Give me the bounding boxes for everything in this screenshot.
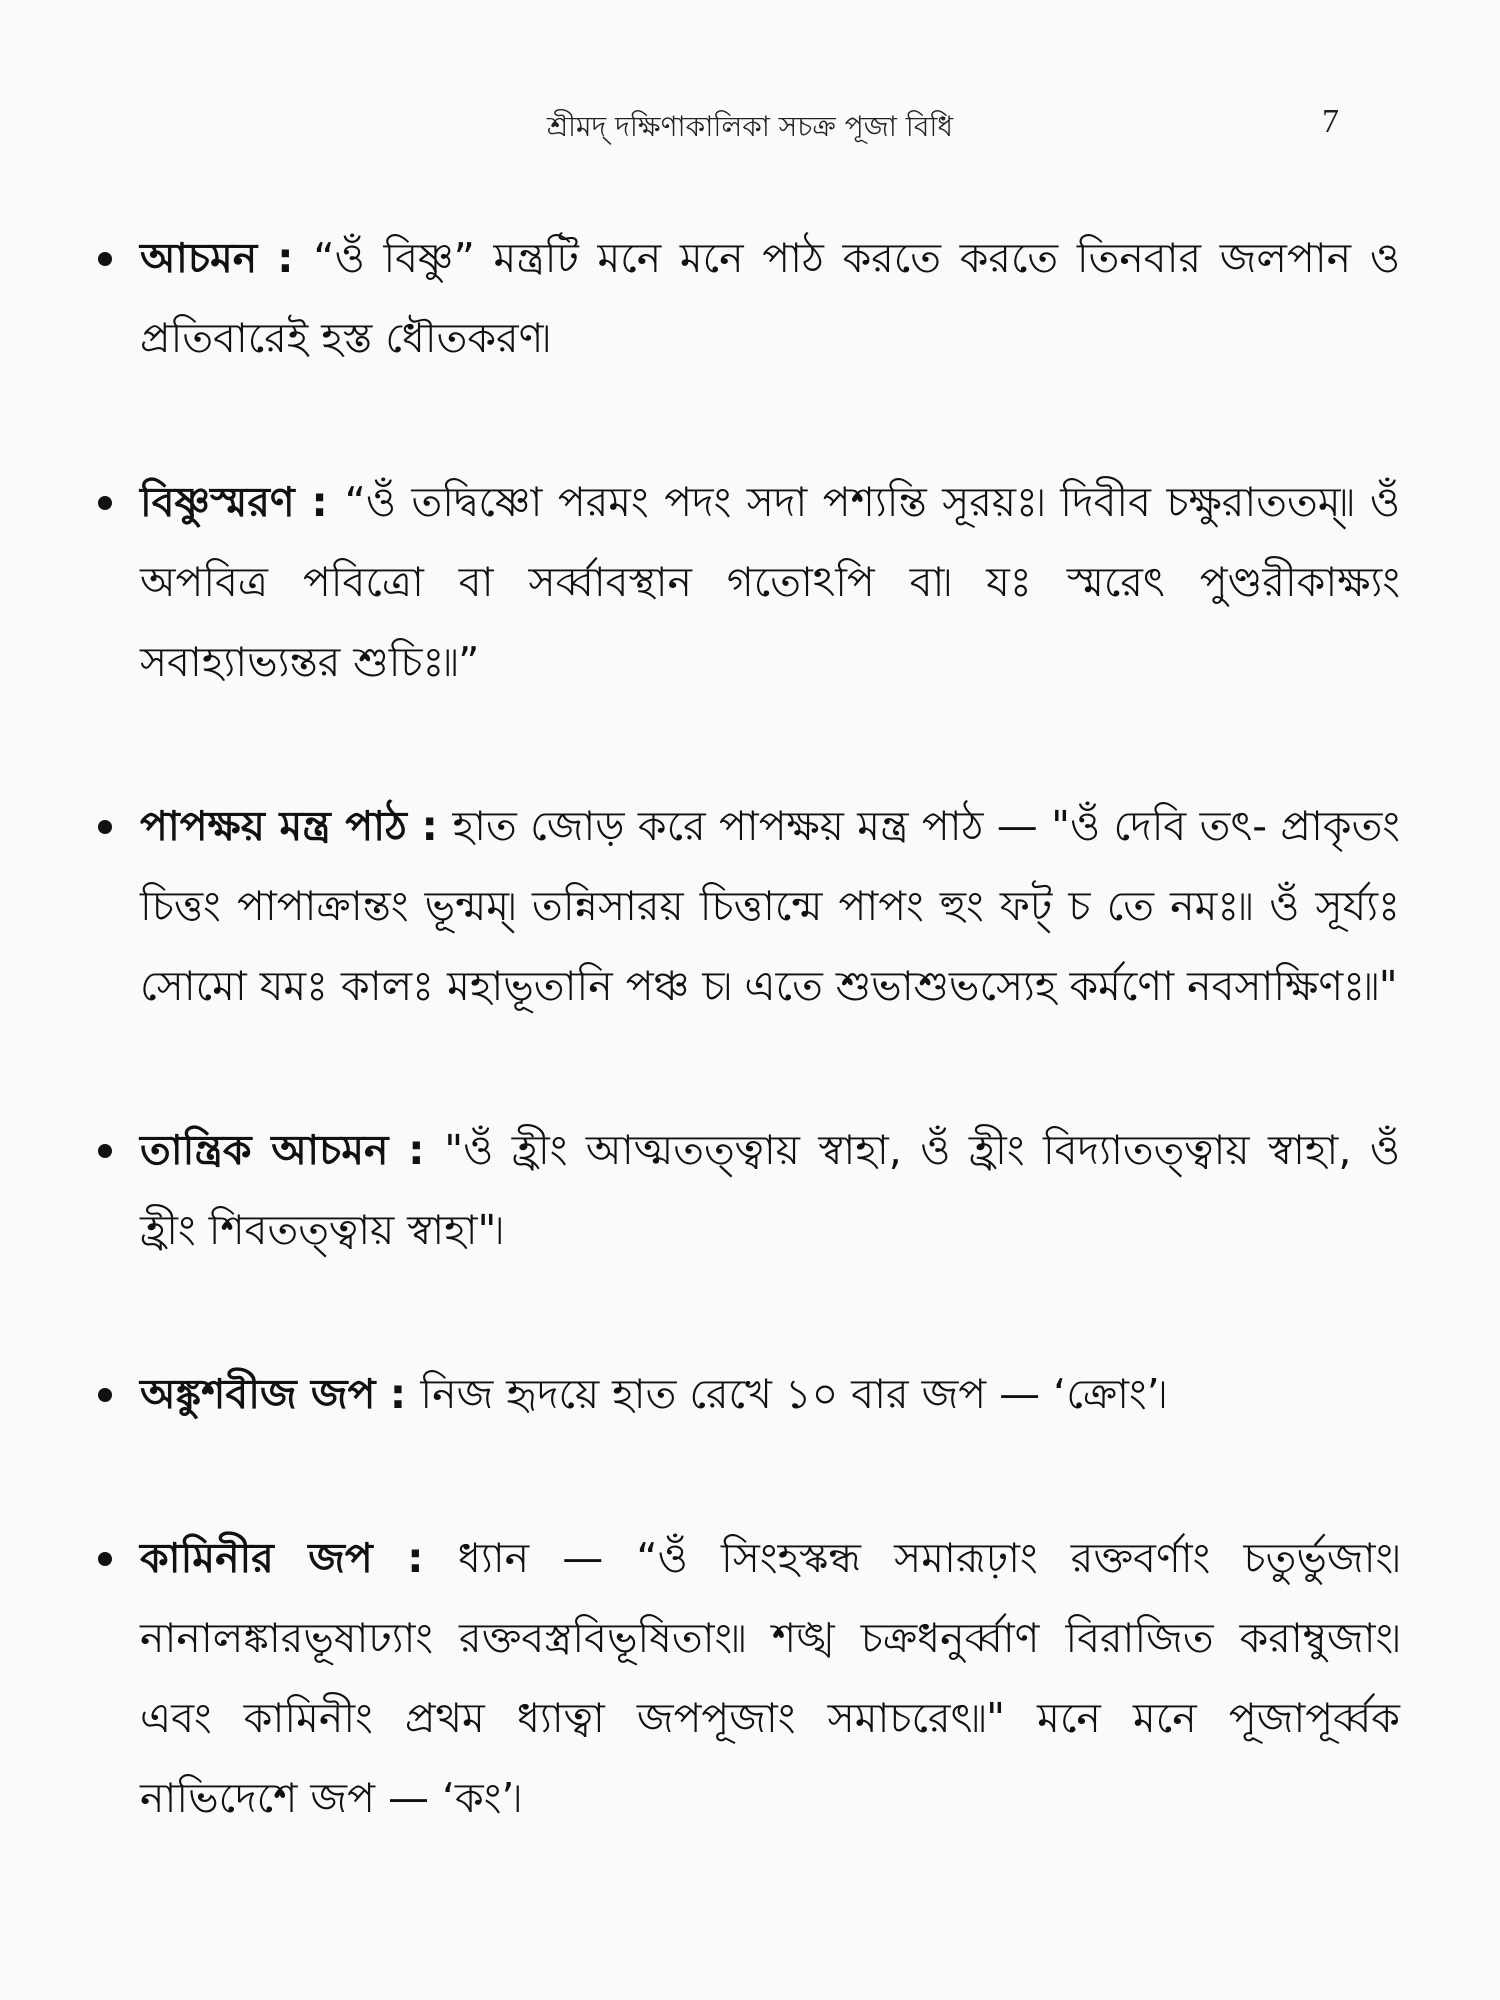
entry-text: নিজ হৃদয়ে হাত রেখে ১০ বার জপ — ‘ক্রোং’৷ — [420, 1370, 1167, 1418]
entry-term: কামিনীর জপ : — [140, 1534, 458, 1582]
entry-text: হাত জোড় করে পাপক্ষয় মন্ত্র পাঠ — "ওঁ দেবি তৎ- প্রাকৃতং চিত্তং পাপাক্রান্তং ভূন্মম্৷ তন্নিসারয় চিত্তান্মে পাপং হুং ফট্ চ তে নমঃ৷৷ ওঁ সূর্য্যঃ সোমো যমঃ কালঃ মহাভূতানি পঞ্চ চ৷ এতে শুভাশুভস্যেহ কর্মণো নবসাক্ষিণঃ৷৷" — [140, 802, 1401, 1010]
bullet-icon — [98, 1552, 112, 1566]
entry-term: বিষ্ণুস্মরণ : — [140, 478, 345, 526]
entry-text: “ওঁ বিষ্ণু” মন্ত্রটি মনে মনে পাঠ করতে করতে তিনবার জলপান ও প্রতিবারেই হস্ত ধৌতকরণ৷ — [140, 234, 1400, 362]
page-header — [0, 105, 1500, 155]
entry-papakshay-mantra — [140, 786, 1400, 1026]
entry-text: “ওঁ তদ্বিষ্ণো পরমং পদং সদা পশ্যন্তি সূরয়ঃ৷ দিবীব চক্ষুরাততম্৷৷ ওঁ অপবিত্র পবিত্রো বা সর্ব্বাবস্থান গতোঽপি বা৷ যঃ স্মরেৎ পুণ্ডরীকাক্ষ্যং সবাহ্যাভ্যন্তর শুচিঃ৷৷” — [140, 478, 1400, 686]
entry-term: পাপক্ষয় মন্ত্র পাঠ : — [140, 802, 453, 850]
entry-achaman — [140, 218, 1400, 378]
entry-vishnu-smaran — [140, 462, 1400, 702]
running-title: শ্রীমদ্‌ দক্ষিণাকালিকা সচক্র পূজা বিধি — [546, 110, 954, 143]
bullet-icon — [98, 1388, 112, 1402]
bullet-icon — [98, 252, 112, 266]
entry-kamini-jap — [140, 1518, 1400, 1838]
entry-term: অঙ্কুশবীজ জপ : — [140, 1370, 421, 1418]
entry-text: ধ্যান — “ওঁ সিংহস্কন্ধ সমারূঢ়াং রক্তবর্ণাং চতুর্ভুজাং৷ নানালঙ্কারভূষাঢ্যাং রক্তবস্ত্রবিভূষিতাং৷৷ শঙ্খ চক্রধনুর্ব্বাণ বিরাজিত করাম্বুজাং৷ এবং কামিনীং প্রথম ধ্যাত্বা জপপূজাং সমাচরেৎ৷৷" মনে মনে পূজাপূর্ব্বক নাভিদেশে জপ — ‘কং’৷ — [140, 1534, 1400, 1822]
bullet-icon — [98, 820, 112, 834]
bullet-icon — [98, 1144, 112, 1158]
entry-term: তান্ত্রিক আচমন : — [140, 1126, 445, 1174]
entry-ankushbij-jap — [140, 1354, 1400, 1434]
entry-tantrik-achaman — [140, 1110, 1400, 1270]
entry-text: "ওঁ হ্রীং আত্মতত্ত্বায় স্বাহা, ওঁ হ্রীং বিদ্যাতত্ত্বায় স্বাহা, ওঁ হ্রীং শিবতত্ত্বায় স্বাহা"৷ — [140, 1126, 1400, 1254]
bullet-icon — [98, 496, 112, 510]
entry-term: আচমন : — [140, 234, 314, 282]
ritual-steps-list — [0, 218, 1500, 1838]
page-number: 7 — [1322, 103, 1339, 140]
